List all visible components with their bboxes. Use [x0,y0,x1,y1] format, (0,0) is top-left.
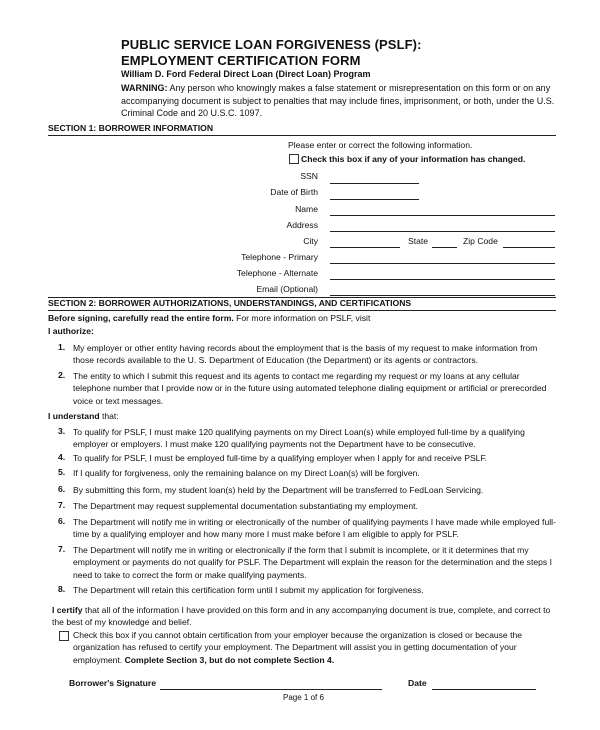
before-signing-bold: Before signing, carefully read the entire form. [48,313,234,323]
signature-label: Borrower's Signature [69,678,157,688]
city-label: City [303,236,318,246]
certify-text: that all of the information I have provided on this form and in any accompanying document is true, complete, and correct to the best of my knowledge and belief. [52,605,551,628]
state-label: State [408,236,429,246]
section1-heading: SECTION 1: BORROWER INFORMATION [48,123,214,133]
understand-item: The Department may request supplemental documentation substantiating my employment. [73,501,418,511]
item-number: 8. [58,584,66,594]
zip-field[interactable] [503,247,555,248]
phone-primary-field[interactable] [330,263,555,264]
item-number: 5. [58,467,66,477]
address-label: Address [286,220,318,230]
form-title-line2: EMPLOYMENT CERTIFICATION FORM [121,53,361,68]
warning-text: Any person who knowingly makes a false statement or misrepresentation on this form or on any accompanying document is subject to penalties that may include fines, imprisonment, or both, under the U.S. Criminal Code and 20 U.S.C. 1097. [121,83,555,118]
address-field[interactable] [330,231,555,232]
phone-alternate-field[interactable] [330,279,555,280]
cannot-obtain-paragraph [73,629,557,666]
form-title-line1: PUBLIC SERVICE LOAN FORGIVENESS (PSLF): [121,37,422,52]
i-understand-heading [48,411,119,421]
i-authorize-heading: I authorize: [48,326,94,336]
date-field[interactable] [432,689,536,690]
name-label: Name [295,204,318,214]
email-field[interactable] [330,295,555,296]
ssn-field[interactable] [330,183,419,184]
item-number: 6. [58,484,66,494]
date-label: Date [408,678,427,688]
zip-label: Zip Code [463,236,498,246]
phone-primary-label: Telephone - Primary [241,252,318,262]
before-signing-text [48,313,370,323]
i-certify-bold: I certify [52,605,83,615]
email-label: Email (Optional) [256,284,318,294]
understand-item: To qualify for PSLF, I must make 120 qualifying payments on my Direct Loan(s) while employed full-time by a qualifying employer or employers. I must make 120 qualifying payments not the Department have to be consecutive. [73,427,525,450]
i-understand-bold: I understand [48,411,100,421]
item-number: 1. [58,342,66,352]
info-changed-checkbox[interactable] [289,154,299,164]
cannot-obtain-checkbox[interactable] [59,631,69,641]
item-number: 6. [58,516,66,526]
name-field[interactable] [330,215,555,216]
item-number: 2. [58,370,66,380]
understand-item: The Department will notify me in writing or electronically if the form that I submit is incomplete, or it it determines that my employment or payments do not qualify for PSLF. The Department will explain the reason for the determination and the steps I need to take to correct the form or make qualifying payments. [73,545,552,580]
warning-paragraph [121,82,561,120]
signature-field[interactable] [160,689,382,690]
authorize-item: The entity to which I submit this request and its agents to contact me regarding my request or my loans at any cellular telephone number that I provide now or in the future using automated telephone dialing equipment or artificial or prerecorded voice or text messages. [73,371,547,406]
understand-item: If I qualify for forgiveness, only the remaining balance on my Direct Loan(s) will be forgiven. [73,468,420,478]
item-number: 7. [58,544,66,554]
dob-field[interactable] [330,199,419,200]
understand-item: By submitting this form, my student loan(s) held by the Department will be transferred to FedLoan Servicing. [73,485,484,495]
page-number: Page 1 of 6 [283,693,324,702]
authorize-item: My employer or other entity having records about the employment that is the basis of my request to make information from those records available to the U. S. Department of Education (the Department) or its agents or contractors. [73,343,538,366]
i-understand-rest: that: [99,411,119,421]
item-number: 4. [58,452,66,462]
cannot-obtain-bold: Complete Section 3, but do not complete Section 4. [124,654,335,665]
city-field[interactable] [330,247,400,248]
certify-paragraph [52,604,562,629]
item-number: 3. [58,426,66,436]
understand-item: To qualify for PSLF, I must be employed full-time by a qualifying employer when I apply for and receive PSLF. [73,453,488,463]
cannot-obtain-text: Check this box if you cannot obtain certification from your employer because the organization is closed or because the organization has refused to certify your employment. The Department will assist you in getting documentation of your employment. [73,630,523,665]
program-name: William D. Ford Federal Direct Loan (Direct Loan) Program [121,69,371,79]
info-changed-label: Check this box if any of your information has changed. [301,154,526,164]
understand-item: The Department will retain this certification form until I submit my application for forgiveness. [73,585,424,595]
section1-divider [48,135,556,136]
before-signing-rest: For more information on PSLF, visit [233,313,371,323]
ssn-label: SSN [300,171,318,181]
state-field[interactable] [432,247,457,248]
section2-heading: SECTION 2: BORROWER AUTHORIZATIONS, UNDERSTANDINGS, AND CERTIFICATIONS [48,298,412,308]
section2-divider [48,310,556,311]
understand-item: The Department will notify me in writing or electronically of the number of qualifying payments I have made while employed full-time by a qualifying employer and how many more I must make before I am eligible to apply for PSLF. [73,517,556,540]
section1-instruction: Please enter or correct the following information. [288,140,473,150]
phone-alternate-label: Telephone - Alternate [236,268,318,278]
warning-label: WARNING: [121,83,168,93]
item-number: 7. [58,500,66,510]
dob-label: Date of Birth [270,187,318,197]
